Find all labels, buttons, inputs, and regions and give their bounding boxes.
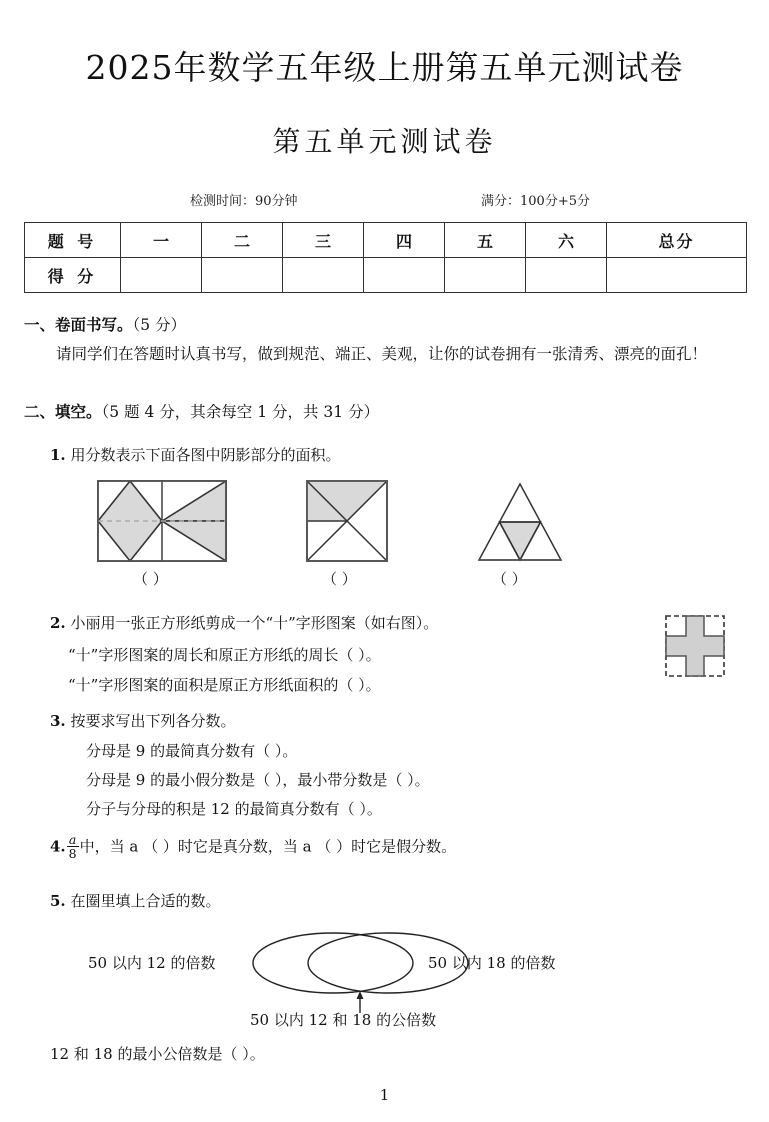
- section-2-heading: [24, 400, 379, 422]
- venn-bottom-label: 50 以内 12 和 18 的公倍数: [250, 1011, 437, 1029]
- score-cell-6[interactable]: [526, 258, 607, 293]
- score-cell-5[interactable]: [445, 258, 526, 293]
- question-3-line-1[interactable]: [86, 740, 297, 761]
- question-2-text-2: “十”字形图案的周长和原正方形纸的周长（ ）。: [68, 646, 381, 664]
- table-row-header: [25, 223, 747, 258]
- section-2-points: （5 题 4 分，其余每空 1 分，共 31 分）: [101, 403, 380, 421]
- exam-full-score: 满分：100分+5分: [481, 194, 590, 209]
- score-cell-1[interactable]: [121, 258, 202, 293]
- score-cell-2[interactable]: [202, 258, 283, 293]
- question-2-line-1: [50, 612, 438, 633]
- question-5-number: 5.: [50, 892, 66, 910]
- section-2-title: 二、填空。: [24, 402, 102, 421]
- section-1-title: 一、卷面书写。: [24, 315, 133, 334]
- fraction-denominator: 8: [68, 846, 77, 862]
- row-label-score: 得 分: [25, 258, 121, 293]
- question-2-line-3[interactable]: [68, 674, 381, 695]
- score-cell-total[interactable]: [607, 258, 747, 293]
- question-3-line-2[interactable]: [86, 769, 430, 790]
- question-4-number: 4.: [50, 837, 66, 856]
- page-title: 2025年数学五年级上册第五单元测试卷: [85, 48, 684, 87]
- question-5-final-line[interactable]: 12 和 18 的最小公倍数是（ ）。: [50, 1045, 265, 1063]
- question-1-text: 用分数表示下面各图中阴影部分的面积。: [70, 446, 341, 464]
- fraction-a-over-8: [67, 833, 79, 860]
- section-1-body: 请同学们在答题时认真书写，做到规范、端正、美观，让你的试卷拥有一张清秀、漂亮的面孔！: [56, 345, 708, 363]
- exam-meta: [190, 190, 590, 209]
- question-3: [50, 710, 235, 731]
- row-label-question-number: 题 号: [25, 223, 121, 258]
- question-4[interactable]: [50, 834, 456, 861]
- question-1-number: 1.: [50, 446, 66, 464]
- figure-square-diagonals-top-shaded: [306, 480, 388, 562]
- question-5-text: 在圈里填上合适的数。: [70, 892, 221, 910]
- col-header-4: 四: [364, 223, 445, 258]
- question-5: [50, 890, 220, 911]
- table-row-scores: [25, 258, 747, 293]
- question-3-text-2: 分母是 9 的最小假分数是（ ），最小带分数是（ ）。: [86, 771, 430, 789]
- figure-cross-shape-in-square: [664, 613, 726, 679]
- col-header-5: 五: [445, 223, 526, 258]
- col-header-total: 总分: [607, 223, 747, 258]
- section-1-heading: [24, 313, 186, 335]
- question-4-text: 中，当 a （ ）时它是真分数，当 a （ ）时它是假分数。: [79, 837, 457, 856]
- col-header-1: 一: [121, 223, 202, 258]
- question-1-answer-1[interactable]: （ ）: [133, 570, 168, 588]
- venn-left-label: 50 以内 12 的倍数: [88, 954, 216, 972]
- venn-right-label: 50 以内 18 的倍数: [428, 954, 556, 972]
- question-1-answer-3[interactable]: （ ）: [492, 570, 527, 588]
- col-header-2: 二: [202, 223, 283, 258]
- col-header-6: 六: [526, 223, 607, 258]
- question-1: [50, 444, 340, 465]
- score-table: [24, 222, 747, 293]
- page-number: 1: [379, 1086, 390, 1104]
- question-3-text-1: 分母是 9 的最简真分数有（ ）。: [86, 742, 298, 760]
- figure-triangle-four-parts-middle-shaded: [477, 482, 563, 562]
- question-2-text-3: “十”字形图案的面积是原正方形纸面积的（ ）。: [68, 676, 381, 694]
- exam-duration: 检测时间：90分钟: [190, 194, 298, 209]
- question-3-line-3[interactable]: [86, 798, 382, 819]
- question-2-number: 2.: [50, 614, 66, 632]
- col-header-3: 三: [283, 223, 364, 258]
- fraction-numerator: a: [68, 832, 77, 847]
- figure-rectangle-diamond-triangles: [97, 480, 227, 562]
- question-2-line-2[interactable]: [68, 644, 381, 665]
- question-2-text-1: 小丽用一张正方形纸剪成一个“十”字形图案（如右图）。: [70, 614, 439, 632]
- question-1-answer-2[interactable]: （ ）: [322, 570, 357, 588]
- page-subtitle: 第五单元测试卷: [272, 125, 497, 158]
- question-3-text-3: 分子与分母的积是 12 的最简真分数有（ ）。: [86, 800, 382, 818]
- section-1-points: （5 分）: [132, 316, 187, 334]
- score-cell-4[interactable]: [364, 258, 445, 293]
- question-3-text: 按要求写出下列各分数。: [70, 712, 236, 730]
- score-cell-3[interactable]: [283, 258, 364, 293]
- question-3-number: 3.: [50, 712, 66, 730]
